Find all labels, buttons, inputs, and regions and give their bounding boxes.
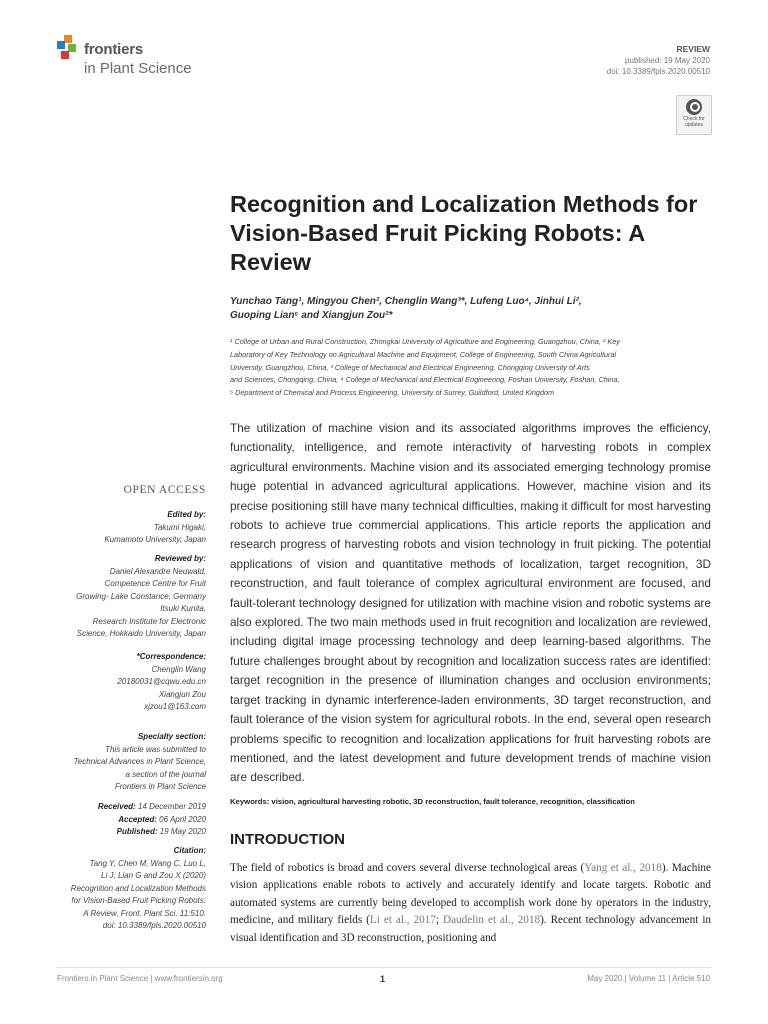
affiliations (230, 336, 700, 400)
edited-by-label: Edited by: (167, 510, 206, 519)
abstract: The utilization of machine vision and its associated algorithms improves the efficiency, functionality, intelligence, and remote interactivity of harvesting robots in complex agricultural environments. Machine vision and its associated emerging technology promise huge potential in advanced agricultural applications. However, machine vision and its precise positioning still have many technical difficulties, making it difficult for most harvesting robots to achieve true commercial applications. This article reports the application and research progress of harvesting robots and vision technology in fruit picking. The potential applications of vision and quantitative methods of localization, target recognition, 3D reconstruction, and fault tolerance of complex agricultural environment are focused, and fault-tolerant technology designed for utilization with machine vision and robotic systems are also explored. The two main methods used in fruit recognition and localization are reviewed, including digital image processing technology and deep learning-based algorithms. The future challenges brought about by recognition and localization success rates are identified: target recognition in the presence of illumination changes and occlusion environments; target tracking in dynamic interference-laden environments, 3D target reconstruction, and fault tolerance of the vision system for agricultural robots. In the end, several open research problems specific to recognition and localization applications for fruit harvesting robots are mentioned, and the latest development and future development trends of machine vision are described. (230, 421, 711, 785)
correspondent-email[interactable]: 20180031@cqwu.edu.cn (117, 677, 206, 686)
author-list (230, 295, 710, 323)
footer-issue: May 2020 | Volume 11 | Article 510 (587, 974, 710, 983)
reviewed-by-label: Reviewed by: (154, 554, 206, 563)
open-access-label: OPEN ACCESS (123, 484, 206, 496)
specialty-line: a section of the journal (125, 769, 206, 779)
badge-label: Check for updates (683, 116, 705, 128)
reviewer-line: Itsuki Kunita, (160, 604, 206, 613)
citation (71, 845, 206, 933)
reviewer-line: Growing- Lake Constance, Germany (76, 591, 206, 601)
authors-line-1[interactable]: Yunchao Tang¹, Mingyou Chen², Chenglin Wang³*, Lufeng Luo⁴, Jinhui Li², (230, 296, 582, 307)
correspondence-label: *Correspondence: (136, 652, 206, 661)
authors-line-2[interactable]: Guoping Lian⁵ and Xiangjun Zou²* (230, 310, 393, 321)
published-date: published: 19 May 2020 (625, 56, 710, 65)
doi[interactable]: doi: 10.3389/fpls.2020.00510 (606, 67, 710, 76)
citation-line: Li J, Lian G and Zou X (2020) (101, 871, 206, 880)
accepted-label: Accepted: (118, 814, 157, 824)
received-label: Received: (97, 802, 136, 811)
correspondent-name: Xiangjun Zou (158, 689, 206, 699)
intro-text: ). Machine vision applications enable robots to actively and accurately identify and locate targets. Robotic and automated systems are currently being developed to accomplish work done by operators in the industry, medicine, and military fields ( (230, 862, 711, 927)
reviewer-line: Competence Centre for Fruit (104, 579, 206, 588)
specialty-line: Technical Advances in Plant Science, (73, 757, 206, 766)
affiliation-line: Laboratory of Key Technology on Agricultural Machine and Equipment, College of Engineering, South China Agricultural (230, 349, 617, 359)
citation-line: Tang Y, Chen M, Wang C, Luo L, (89, 858, 206, 868)
intro-text: ; (435, 914, 443, 927)
logo-subtitle: in Plant Science (84, 60, 192, 77)
frontiers-logo-icon (57, 35, 79, 61)
citation-line: for Vision-Based Fruit Picking Robots: (71, 896, 206, 905)
citation-label: Citation: (173, 846, 206, 855)
received-value: 14 December 2019 (137, 802, 206, 811)
specialty-label: Specialty section: (137, 732, 206, 741)
citation-link[interactable]: Daudelin et al., 2018 (443, 914, 541, 927)
correspondent-email[interactable]: xjzou1@163.com (144, 702, 206, 711)
journal-logo[interactable] (57, 33, 257, 83)
dates (98, 801, 206, 839)
affiliation-line: ¹ College of Urban and Rural Construction, Zhongkai University of Agriculture and Engineering, Guangzhou, China, ² Key (230, 337, 620, 346)
received-date (98, 801, 206, 814)
citation-line[interactable]: doi: 10.3389/fpls.2020.00510 (102, 921, 206, 930)
footer-journal[interactable]: Frontiers in Plant Science | www.frontiersin.org (57, 974, 223, 983)
affiliation-line: ⁵ Department of Chemical and Process Engineering, University of Surrey, Guildford, United Kingdom (230, 388, 555, 398)
article-meta (607, 44, 710, 77)
published-label: Published: (116, 827, 158, 836)
reviewer-line: Daniel Alexandre Neuwald, (109, 566, 206, 576)
reviewed-by (76, 553, 206, 641)
editor-affiliation: Kumamoto University, Japan (104, 535, 206, 544)
specialty-section (74, 731, 206, 794)
citation-line: A Review. Front. Plant Sci. 11:510. (83, 908, 206, 918)
paper-title: Recognition and Localization Methods for Vision-Based Fruit Picking Robots: A Review (230, 191, 698, 275)
reviewer-line: Research Institute for Electronic (92, 616, 206, 626)
published-value: 19 May 2020 (159, 827, 206, 836)
intro-text: The field of robotics is broad and covers several diverse technological areas ( (230, 862, 585, 874)
intro-paragraph (230, 860, 711, 947)
article-type: REVIEW (676, 44, 710, 54)
update-icon (686, 99, 702, 115)
affiliation-line: and Sciences, Chongqing, China, ⁴ College of Mechanical and Electrical Engineering, Foshan University, Foshan, China, (230, 375, 620, 385)
check-for-updates-button[interactable] (676, 95, 712, 135)
keywords: Keywords: vision, agricultural harvesting robotic, 3D reconstruction, fault tolerance, recognition, classification (230, 797, 635, 806)
accepted-value: 06 April 2020 (159, 814, 206, 824)
citation-link[interactable]: Li et al., 2017 (369, 914, 436, 927)
footer-divider (57, 967, 711, 968)
correspondence (117, 651, 206, 714)
logo-name: frontiers (84, 41, 144, 58)
published-date-side (98, 826, 206, 839)
citation-link[interactable]: Yang et al., 2018 (584, 862, 662, 874)
citation-line: Recognition and Localization Methods (70, 883, 206, 893)
accepted-date (98, 814, 206, 827)
specialty-line: This article was submitted to (105, 744, 206, 754)
correspondent-name: Chenglin Wang (151, 664, 206, 674)
edited-by (104, 509, 206, 547)
affiliation-line: University, Guangzhou, China, ³ College of Mechanical and Electrical Engineering, Chongqing University of Arts (230, 362, 590, 372)
intro-text: ). Recent technology advancement in visual identification and 3D reconstruction, positioning and (230, 914, 712, 944)
section-heading: INTRODUCTION (230, 831, 345, 848)
page-number: 1 (380, 974, 386, 984)
editor-name: Takumi Higaki, (153, 522, 206, 532)
reviewer-line: Science, Hokkaido University, Japan (76, 629, 206, 638)
specialty-line: Frontiers in Plant Science (114, 782, 206, 791)
